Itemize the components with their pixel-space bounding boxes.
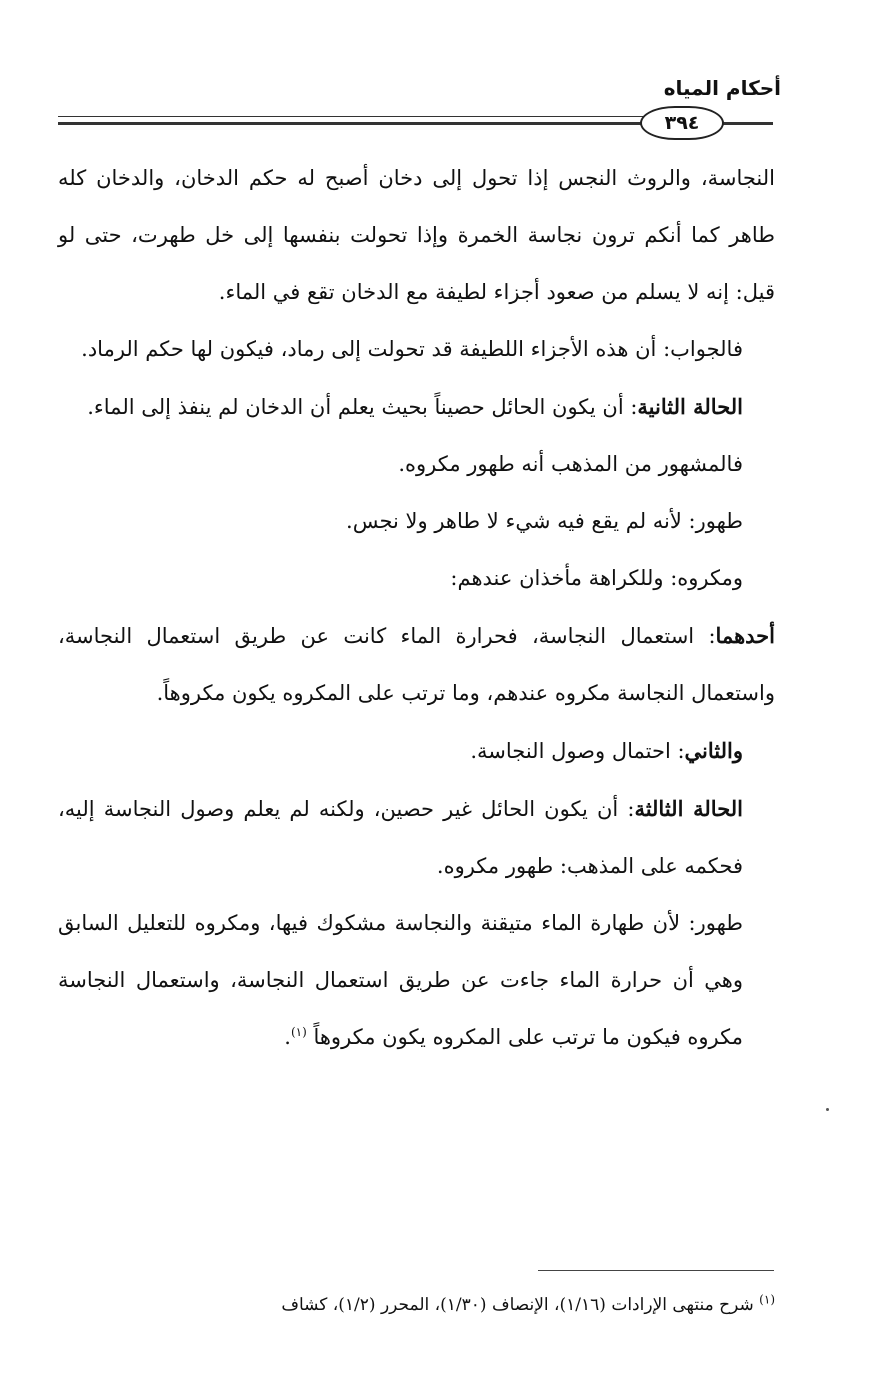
- paragraph-text: طهور: لأن طهارة الماء متيقنة والنجاسة مشكوك فيها، ومكروه للتعليل السابق وهي أن حرارة الماء جاءت عن طريق استعمال النجاسة، واستعمال النجاسة مكروه فيكون ما ترتب على المكروه يكون مكروهاً: [58, 911, 743, 1049]
- paragraph: [58, 436, 775, 493]
- paragraph-lead: والثاني: [684, 738, 743, 763]
- paragraph-text: طهور: لأنه لم يقع فيه شيء لا طاهر ولا نجس.: [346, 509, 743, 533]
- paragraph-end-punct: .: [284, 1025, 291, 1049]
- paragraph-text: : احتمال وصول النجاسة.: [470, 739, 685, 763]
- paragraph: [58, 780, 775, 895]
- paragraph-text: : استعمال النجاسة، فحرارة الماء كانت عن طريق استعمال النجاسة، واستعمال النجاسة مكروه عندهم، وما ترتب على المكروه يكون مكروهاً.: [58, 624, 775, 705]
- footnote-text: شرح منتهى الإرادات (١/١٦)، الإنصاف (١/٣٠)، المحرر (١/٢)، كشاف: [281, 1295, 760, 1315]
- paragraph: [58, 722, 775, 780]
- paragraph: [58, 493, 775, 550]
- margin-mark: [826, 1108, 829, 1111]
- paragraph-text: : أن يكون الحائل حصيناً بحيث يعلم أن الدخان لم ينفذ إلى الماء.: [87, 395, 638, 419]
- paragraph: [58, 378, 775, 436]
- body-text: [58, 150, 775, 1066]
- paragraph: [58, 607, 775, 722]
- paragraph-text: فالجواب: أن هذه الأجزاء اللطيفة قد تحولت إلى رماد، فيكون لها حكم الرماد.: [81, 337, 743, 361]
- paragraph: [58, 150, 775, 321]
- footnote-reference: (١): [290, 1025, 307, 1039]
- running-header-title: أحكام المياه: [663, 76, 781, 100]
- header-rule-thin: [58, 116, 646, 117]
- paragraph: [58, 550, 775, 607]
- paragraph-lead: أحدهما: [715, 623, 775, 648]
- footnote-separator: [538, 1270, 774, 1271]
- paragraph-text: فالمشهور من المذهب أنه طهور مكروه.: [398, 452, 743, 476]
- paragraph: [58, 895, 775, 1066]
- footnote-marker: (١): [759, 1292, 775, 1307]
- paragraph-text: ومكروه: وللكراهة مأخذان عندهم:: [450, 566, 743, 590]
- paragraph-lead: الحالة الثانية: [637, 394, 743, 419]
- paragraph: [58, 321, 775, 378]
- paragraph-text: النجاسة، والروث النجس إذا تحول إلى دخان أصبح له حكم الدخان، والدخان كله طاهر كما أنكم ترون نجاسة الخمرة وإذا تحولت بنفسها إلى خل طهرت، حتى لو قيل: إنه لا يسلم من صعود أجزاء لطيفة مع الدخان تقع في الماء.: [58, 166, 775, 304]
- header-rule-left: [58, 122, 646, 125]
- footnote: [58, 1290, 775, 1320]
- page-number: ٣٩٤: [640, 106, 724, 140]
- paragraph-lead: الحالة الثالثة: [634, 796, 743, 821]
- paragraph-text: : أن يكون الحائل غير حصين، ولكنه لم يعلم وصول النجاسة إليه، فحكمه على المذهب: طهور مكروه.: [58, 797, 743, 878]
